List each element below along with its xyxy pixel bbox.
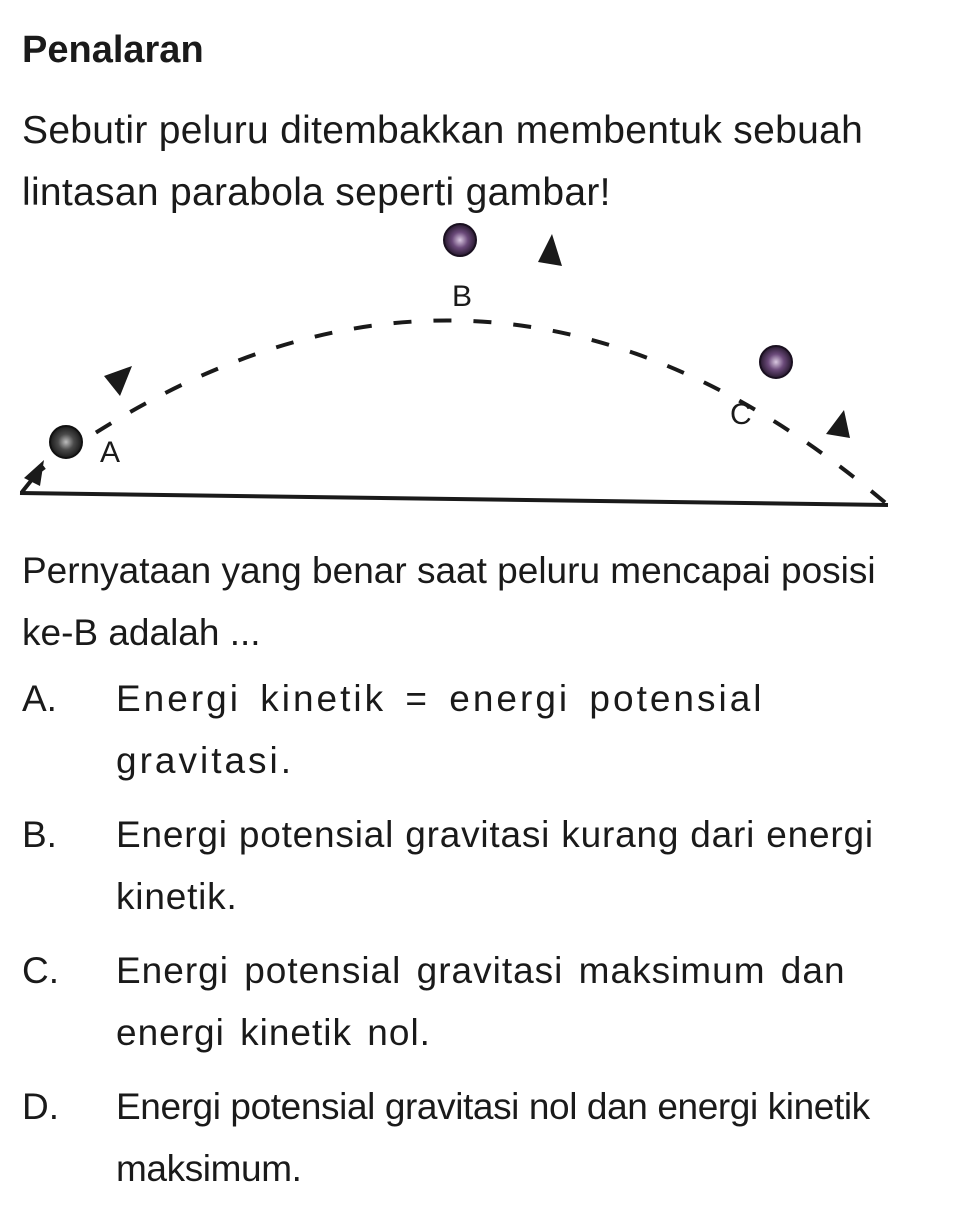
heading: Penalaran [22,29,204,71]
ground-line [20,493,888,505]
option-letter: A. [22,678,57,719]
option-text: Energi kinetik = energi potensial gravitasi. [116,678,765,781]
option-c[interactable] [22,940,912,1064]
option-text: Energi potensial gravitasi nol dan energi kinetik maksimum. [116,1086,870,1189]
direction-arrow-icon [104,366,132,396]
direction-arrow-icon [826,410,850,438]
launch-arrow-icon [22,460,44,492]
direction-arrow-icon [538,234,562,266]
option-a[interactable] [22,668,912,792]
ball-c [760,346,792,378]
option-letter: B. [22,814,57,855]
ball-a [50,426,82,458]
option-letter: D. [22,1086,59,1127]
option-b[interactable] [22,804,912,928]
answer-options [22,668,912,1212]
option-text: Energi potensial gravitasi kurang dari energi kinetik. [116,814,874,917]
option-d[interactable] [22,1076,912,1200]
option-letter: C. [22,950,59,991]
trajectory-diagram [0,220,954,520]
point-label-b: B [452,280,473,313]
ball-b [444,224,476,256]
trajectory-path [30,320,888,505]
trajectory-figure [0,220,954,520]
question-text: Pernyataan yang benar saat peluru mencapai posisi ke-B adalah ... [22,550,876,653]
problem-statement: Sebutir peluru ditembakkan membentuk sebuah lintasan parabola seperti gambar! [22,109,864,214]
point-label-c: C [730,398,752,431]
option-text: Energi potensial gravitasi maksimum dan energi kinetik nol. [116,950,846,1053]
point-label-a: A [100,436,121,469]
